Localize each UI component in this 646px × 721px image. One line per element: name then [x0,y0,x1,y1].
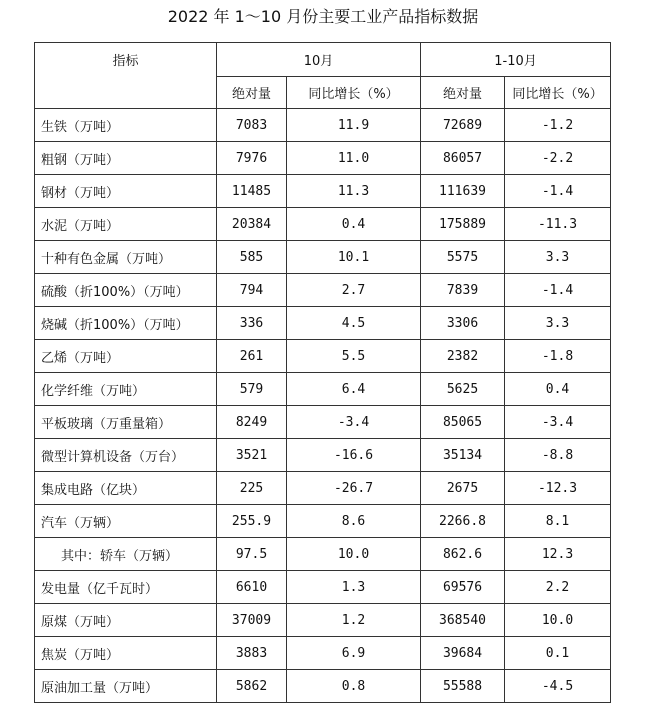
row-name: 水泥（万吨） [35,208,217,241]
industrial-products-table [34,42,611,703]
row-ytd-absolute: 35134 [421,439,505,472]
row-ytd-yoy: -12.3 [505,472,611,505]
row-ytd-absolute: 86057 [421,142,505,175]
table-row [35,175,611,208]
row-ytd-absolute: 862.6 [421,538,505,571]
row-ytd-yoy: -2.2 [505,142,611,175]
table-row [35,109,611,142]
table-row [35,571,611,604]
table-row [35,472,611,505]
page-title: 2022 年 1～10 月份主要工业产品指标数据 [167,7,479,26]
row-oct-yoy: 10.0 [287,538,421,571]
row-oct-yoy: 0.4 [287,208,421,241]
row-ytd-absolute: 72689 [421,109,505,142]
row-ytd-yoy: -8.8 [505,439,611,472]
row-ytd-absolute: 175889 [421,208,505,241]
table-row [35,670,611,703]
table-row [35,439,611,472]
row-oct-absolute: 8249 [217,406,287,439]
row-ytd-absolute: 85065 [421,406,505,439]
row-ytd-yoy: -1.4 [505,274,611,307]
row-ytd-absolute: 5575 [421,241,505,274]
row-ytd-yoy: 10.0 [505,604,611,637]
header-oct-yoy: 同比增长（%） [287,77,421,109]
row-ytd-yoy: -1.8 [505,340,611,373]
row-oct-absolute: 794 [217,274,287,307]
row-oct-yoy: 8.6 [287,505,421,538]
row-name: 烧碱（折100%）（万吨） [35,307,217,340]
row-name: 汽车（万辆） [35,505,217,538]
row-oct-yoy: 6.9 [287,637,421,670]
row-ytd-yoy: 2.2 [505,571,611,604]
row-oct-absolute: 6610 [217,571,287,604]
table-row [35,406,611,439]
row-oct-yoy: -3.4 [287,406,421,439]
header-oct-absolute: 绝对量 [217,77,287,109]
header-row-1 [35,43,611,77]
table-row [35,604,611,637]
row-ytd-yoy: -11.3 [505,208,611,241]
row-name: 集成电路（亿块） [35,472,217,505]
row-oct-yoy: 1.3 [287,571,421,604]
row-oct-yoy: 11.3 [287,175,421,208]
row-name: 其中：轿车（万辆） [35,538,217,571]
row-ytd-yoy: 3.3 [505,307,611,340]
row-ytd-absolute: 2266.8 [421,505,505,538]
row-oct-yoy: -26.7 [287,472,421,505]
row-oct-yoy: 2.7 [287,274,421,307]
row-ytd-yoy: -1.2 [505,109,611,142]
row-oct-absolute: 261 [217,340,287,373]
row-oct-yoy: 5.5 [287,340,421,373]
table-row [35,505,611,538]
row-name: 原油加工量（万吨） [35,670,217,703]
row-ytd-absolute: 2382 [421,340,505,373]
row-name: 焦炭（万吨） [35,637,217,670]
row-ytd-absolute: 7839 [421,274,505,307]
row-name: 发电量（亿千瓦时） [35,571,217,604]
table-row [35,307,611,340]
row-ytd-absolute: 3306 [421,307,505,340]
row-name: 硫酸（折100%）（万吨） [35,274,217,307]
row-oct-absolute: 20384 [217,208,287,241]
header-period-oct: 10月 [217,43,421,77]
row-oct-absolute: 225 [217,472,287,505]
row-oct-absolute: 97.5 [217,538,287,571]
row-oct-absolute: 7976 [217,142,287,175]
row-name: 粗钢（万吨） [35,142,217,175]
row-oct-absolute: 3883 [217,637,287,670]
row-ytd-absolute: 39684 [421,637,505,670]
row-oct-absolute: 11485 [217,175,287,208]
row-ytd-yoy: -3.4 [505,406,611,439]
row-oct-absolute: 3521 [217,439,287,472]
row-ytd-absolute: 111639 [421,175,505,208]
table-row [35,340,611,373]
row-ytd-absolute: 5625 [421,373,505,406]
row-ytd-yoy: 0.4 [505,373,611,406]
row-ytd-absolute: 69576 [421,571,505,604]
row-ytd-yoy: 0.1 [505,637,611,670]
row-oct-yoy: -16.6 [287,439,421,472]
row-oct-absolute: 579 [217,373,287,406]
row-ytd-yoy: -4.5 [505,670,611,703]
header-ytd-absolute: 绝对量 [421,77,505,109]
header-period-ytd: 1-10月 [421,43,611,77]
row-oct-yoy: 11.0 [287,142,421,175]
table-row [35,637,611,670]
row-ytd-yoy: 12.3 [505,538,611,571]
row-ytd-absolute: 55588 [421,670,505,703]
row-oct-yoy: 11.9 [287,109,421,142]
row-name: 钢材（万吨） [35,175,217,208]
row-oct-absolute: 336 [217,307,287,340]
row-ytd-yoy: 8.1 [505,505,611,538]
row-name: 化学纤维（万吨） [35,373,217,406]
row-name: 乙烯（万吨） [35,340,217,373]
header-indicator: 指标 [35,43,217,109]
row-oct-absolute: 7083 [217,109,287,142]
row-name: 十种有色金属（万吨） [35,241,217,274]
row-ytd-yoy: -1.4 [505,175,611,208]
table-row [35,208,611,241]
row-oct-absolute: 585 [217,241,287,274]
table-row [35,538,611,571]
row-name: 平板玻璃（万重量箱） [35,406,217,439]
header-ytd-yoy: 同比增长（%） [505,77,611,109]
row-oct-absolute: 5862 [217,670,287,703]
row-ytd-absolute: 368540 [421,604,505,637]
row-ytd-absolute: 2675 [421,472,505,505]
table-row [35,241,611,274]
row-oct-yoy: 0.8 [287,670,421,703]
row-ytd-yoy: 3.3 [505,241,611,274]
table-row [35,142,611,175]
row-oct-yoy: 10.1 [287,241,421,274]
row-oct-absolute: 255.9 [217,505,287,538]
row-oct-yoy: 1.2 [287,604,421,637]
row-name: 原煤（万吨） [35,604,217,637]
table-row [35,274,611,307]
row-oct-yoy: 6.4 [287,373,421,406]
row-name: 微型计算机设备（万台） [35,439,217,472]
row-oct-absolute: 37009 [217,604,287,637]
row-name: 生铁（万吨） [35,109,217,142]
table-row [35,373,611,406]
row-oct-yoy: 4.5 [287,307,421,340]
